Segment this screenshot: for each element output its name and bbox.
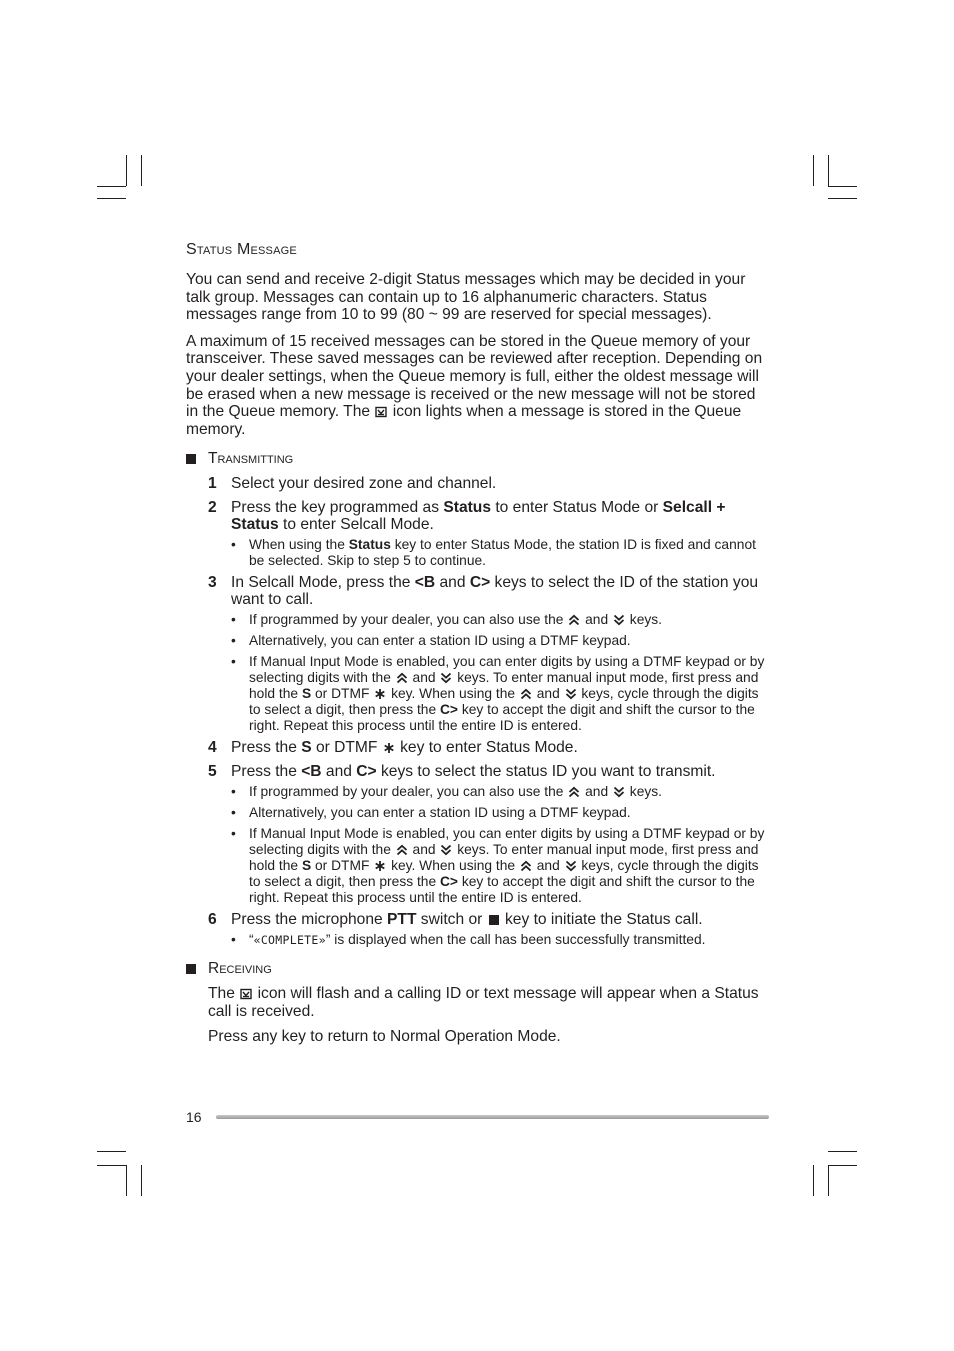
step-5: 5 Press the <B and C> keys to select the status ID you want to transmit. [208, 763, 716, 781]
double-chevron-down-icon [613, 786, 625, 798]
double-chevron-down-icon [440, 844, 452, 856]
step-5-notes [231, 784, 771, 906]
step-4: 4 Press the S or DTMF key to enter Status Mode. [208, 739, 578, 757]
double-chevron-down-icon [565, 688, 577, 700]
asterisk-icon [374, 860, 386, 872]
crop-mark [97, 198, 126, 199]
receiving-paragraph-2: Press any key to return to Normal Operation Mode. [208, 1027, 561, 1045]
intro-paragraph-1: You can send and receive 2-digit Status messages which may be decided in your talk group. Messages can contain up to 16 alphanumeric characters. Status messages range from 10 to 99 (80 ~ 99 are reserved for special messages). [186, 271, 746, 324]
double-chevron-down-icon [613, 614, 625, 626]
crop-mark [828, 198, 857, 199]
section-title: Status Message [186, 241, 297, 258]
step-3-notes [231, 612, 771, 734]
footer-rule [216, 1115, 769, 1119]
double-chevron-up-icon [568, 786, 580, 798]
double-chevron-up-icon [568, 614, 580, 626]
page-number: 16 [186, 1109, 202, 1125]
intro-paragraph-2: A maximum of 15 received messages can be stored in the Queue memory of your transceiver. These saved messages can be reviewed after reception. Depending on your dealer settings, when the Queue memory is full, either the oldest message will be erased when a new message is received or the new message will not be stored in the Queue memory. The icon lights when a message is stored in the Queue memory. [186, 332, 763, 438]
crop-mark [97, 1165, 126, 1166]
step-6: 6 Press the microphone PTT switch or key to initiate the Status call. [208, 911, 703, 929]
crop-mark [828, 155, 829, 186]
step-6-notes [231, 932, 771, 948]
crop-mark [126, 1165, 127, 1196]
asterisk-icon [374, 688, 386, 700]
message-icon [240, 988, 252, 1000]
crop-mark [828, 186, 857, 187]
double-chevron-up-icon [396, 672, 408, 684]
list-item: • Alternatively, you can enter a station ID using a DTMF keypad. [231, 805, 631, 821]
page-content [186, 240, 771, 1052]
square-bullet-icon [186, 964, 196, 974]
crop-mark [141, 155, 142, 186]
step-3: 3 In Selcall Mode, press the <B and C> keys to select the ID of the station you want to call. [208, 574, 759, 609]
crop-mark [813, 1165, 814, 1196]
crop-mark [97, 186, 126, 187]
list-item: • If Manual Input Mode is enabled, you can enter digits by using a DTMF keypad or by selecting digits with the and keys. To enter manual input mode, first press and hold the S or DTMF key. When using the and keys, cycle through the digits to select a digit, then press the C> key to accept the digit and shift the cursor to the right. Repeat this process until the entire ID is entered. [231, 826, 765, 906]
receiving-heading: Receiving [186, 960, 771, 978]
square-bullet-icon [186, 454, 196, 464]
message-icon [375, 406, 387, 418]
receiving-paragraph-1: The icon will flash and a calling ID or text message will appear when a Status call is received. [208, 985, 759, 1020]
lcd-display-text: «COMPLETE» [253, 933, 326, 948]
crop-mark [141, 1165, 142, 1196]
crop-mark [126, 155, 127, 186]
list-item: • “«COMPLETE»” is displayed when the call has been successfully transmitted. [231, 932, 706, 948]
crop-mark [828, 1151, 857, 1152]
list-item: • If programmed by your dealer, you can also use the and keys. [231, 784, 663, 800]
double-chevron-up-icon [520, 860, 532, 872]
asterisk-icon [383, 742, 395, 754]
list-item: • When using the Status key to enter Status Mode, the station ID is fixed and cannot be selected. Skip to step 5 to continue. [231, 537, 756, 569]
double-chevron-up-icon [520, 688, 532, 700]
transmitting-steps [208, 475, 771, 948]
square-key-icon [488, 914, 500, 926]
double-chevron-down-icon [565, 860, 577, 872]
crop-mark [97, 1151, 126, 1152]
page-footer [186, 1107, 771, 1129]
double-chevron-up-icon [396, 844, 408, 856]
step-2: 2 Press the key programmed as Status to enter Status Mode or Selcall + Status to enter Selcall Mode. [208, 499, 726, 534]
list-item: • If programmed by your dealer, you can also use the and keys. [231, 612, 663, 628]
crop-mark [828, 1165, 857, 1166]
receiving-body [208, 985, 771, 1045]
step-1: 1 Select your desired zone and channel. [208, 475, 497, 493]
step-2-notes [231, 537, 771, 569]
crop-mark [813, 155, 814, 186]
list-item: • If Manual Input Mode is enabled, you can enter digits by using a DTMF keypad or by selecting digits with the and keys. To enter manual input mode, first press and hold the S or DTMF key. When using the and keys, cycle through the digits to select a digit, then press the C> key to accept the digit and shift the cursor to the right. Repeat this process until the entire ID is entered. [231, 654, 765, 734]
transmitting-heading: Transmitting [186, 450, 771, 468]
crop-mark [828, 1165, 829, 1196]
double-chevron-down-icon [440, 672, 452, 684]
list-item: • Alternatively, you can enter a station ID using a DTMF keypad. [231, 633, 631, 649]
